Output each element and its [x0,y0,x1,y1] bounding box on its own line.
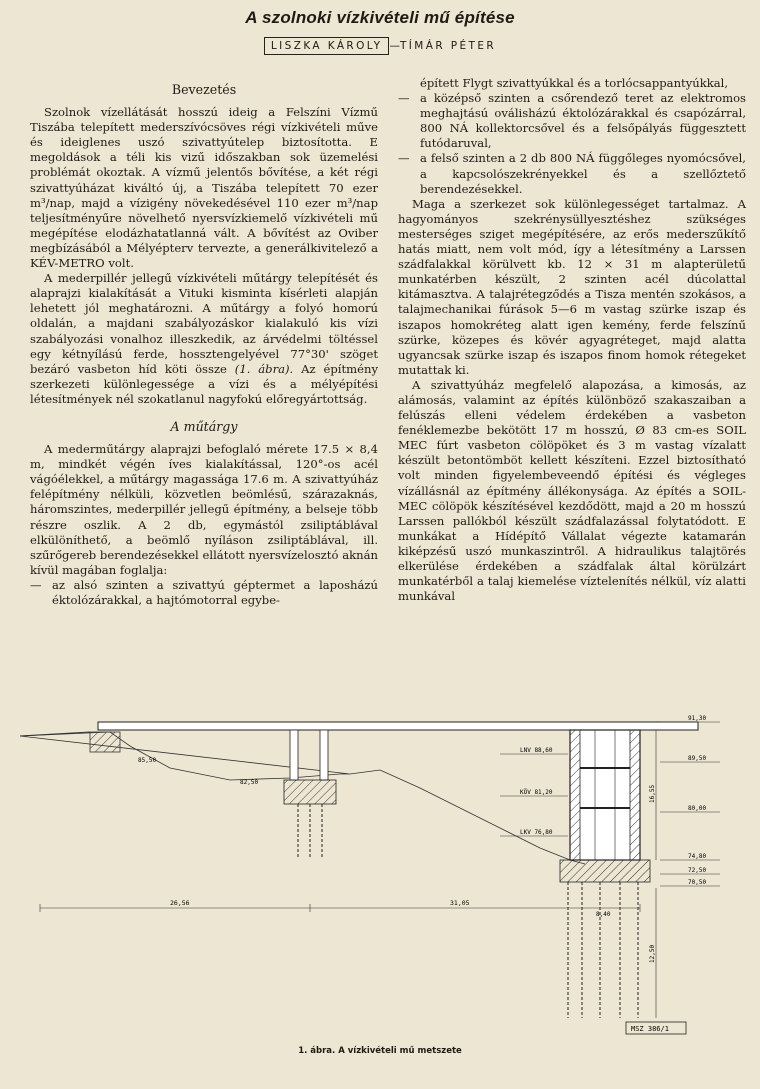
level-label: 70,50 [688,879,707,886]
paragraph-intro: Szolnok vízellátását hosszú ideig a Felszíni Vízmű Tiszába telepített mederszívócsöves régi vízkivételi műve és ideiglenes uszó szivattyútelep biztosította. E megoldások a téli kis vizű időszakban sok üzemelési problémát okoztak. A vízmű jelentős bővítése, a két régi szivattyúházat kiváltó új, a Tiszába telepített 70 ezer m³/nap, majd a vízigény növekedésével 110 ezer m³/nap teljesítményűre növelhető nyersvízkiemelő vízkivételi mű megépítése elodázhatatlanná vált. A bővítést az Oviber megbízásából a Mélyépterv tervezte, a generálkivitelező a KÉV-METRO volt. [30,105,378,271]
embankment [20,732,350,780]
water-label-lnv: LNV 88,60 [520,747,553,754]
dim-pile-length: 12,50 [649,944,656,963]
dim-span-left: 26,56 [170,899,190,907]
author-second: TÍMÁR PÉTER [399,40,497,52]
heading-structure: A műtárgy [170,418,238,434]
paragraph-pier-text: A mederpillér jellegű vízkivételi műtárgy telepítését és alaprajzi kialakítását a Vituki kisminta kísérleti alapján lehetett jól meghatározni. A műtárgy a folyó homorú oldalán, a majdani szabályozáskor kialakuló kis vízi szabályozási vonalhoz illeszkedik, az árvédelmi töltéssel egy kétnyílású ferde, hossztengelyével 77°30' szöget bezáró vasbeton híd köti össze [30,271,378,376]
list-text: a felső szinten a 2 db 800 NÁ függőleges nyomócsővel, a kapcsolószekrényekkel és a szellőztető berendezésekkel. [420,151,746,196]
water-label-lkv: LKV 76,80 [520,829,553,836]
level-label: 80,00 [688,805,707,812]
list-dash: — [398,151,410,166]
right-column [398,76,746,604]
bridge-deck [98,722,698,730]
pump-house [560,730,650,1018]
paragraph-structure: A mederműtárgy alaprajzi befoglaló mérete 17.5 × 8,4 m, mindkét végén íves kialakítással, 120°-os acél vágóélekkel, a műtárgy magassága 17.6 m. A szivattyúház felépítmény nélküli, közvetlen beömlésű, szárazaknás, háromszintes, mederpillér jellegű építmény, a belseje több részre oszlik. A 2 db, egymástól zsiliptáblával elkülöníthető, a beömlő nyíláson zsiliptáblával, ill. szűrőgereb berendezésekkel ellátott nyersvízelosztó aknán kívül magában foglalja: [30,442,378,577]
level-label: 85,50 [138,757,157,764]
authors-line [0,40,760,52]
stamp-text: MSZ 386/1 [631,1025,669,1033]
dim-height: 16,55 [649,784,656,803]
dim-span-right: 31,05 [450,899,470,907]
heading-introduction: Bevezetés [171,82,237,97]
dim-pier-width: 8,40 [596,911,611,918]
figure-caption: 1. ábra. A vízkivételi mű metszete [298,1046,462,1056]
level-label: 82,50 [240,779,259,786]
water-level-markers [500,747,568,836]
level-label: 89,50 [688,755,707,762]
water-label-kov: KÖV 81,20 [520,789,553,796]
level-label: 74,80 [688,853,707,860]
list-item-upper-level [398,151,746,196]
level-label: 72,50 [688,867,707,874]
level-label: 91,30 [688,715,707,722]
paragraph-specialities: Maga a szerkezet sok különlegességet tartalmaz. A hagyományos szekrénysüllyesztéshez szükséges mesterséges sziget megépítésére, az erős mederszűkítő hatás miatt, nem volt mód, így a létesítmény a Larssen szádfalakkal körülvett kb. 12 × 31 m alapterületű munkatérben készült, 2 szinten acél dúcolattal kitámasztva. A talajrétegződés a Tisza mentén szokásos, a talajmechanikai fúrások 5—6 m vastag szürke iszap és iszapos homokréteg alatt igen kemény, ferde felszínű szürke, közepes és kövér agyagréteget, majd alatta ugyancsak szürke iszap és iszapos finom homok rétegeket mutattak ki. [398,196,746,377]
author-separator: — [389,40,400,52]
elevation-labels-right [660,715,720,886]
list-dash: — [30,577,42,592]
paragraph-foundation: A szivattyúház megfelelő alapozása, a kimosás, az alámosás, valamint az építés különböző szakaszaiban a felúszás elleni védelem érdekében a vasbeton fenéklemezbe bekötött 17 m hosszú, Ø 83 cm-es SOIL MEC fúrt vasbeton cölöpöket és 3 m vastag vízalatt készült betontömböt kellett készíteni. Ezzel biztosítható volt minden figyelembeveendő építési és végleges vízállásnál az építmény állékonysága. Az építés a SOIL-MEC cölöpök készítésével kezdődött, majd a 20 m hosszú Larssen pallókból készült szádfalazással folytatódott. E munkákat a Hídépítő Vállalat végezte katamarán kiképzésű uszó munkaszintről. A hidraulikus talajtörés elkerülése érdekében a szádfalak által körülzárt munkatérből a talaj kiemelése víztelenítés nélkül, víz alatti munkával [398,377,746,604]
list-item-middle-level [398,91,746,151]
bridge-pier [284,730,336,858]
riverbed-profile [350,770,585,864]
drawing-stamp [626,1022,686,1034]
list-text: az alsó szinten a szivattyú géptermet a laposházú éktolózárakkal, a hajtómotorral egybe- [52,577,378,607]
cross-section-drawing [20,708,740,1038]
left-column [30,76,378,608]
figure-reference: (1. ábra). [234,361,294,376]
author-first: LISZKA KÁROLY [264,37,390,55]
list-dash: — [398,91,410,106]
paragraph-pier-end: Az építmény szerkezeti különlegessége a vízi és a mélyépítési létesítmények nél szokatlanul nagyfokú előregyártottság. [30,361,378,406]
page-title: A szolnoki vízkivételi mű építése [245,8,515,27]
paragraph-pier [30,271,378,407]
list-text: a középső szinten a csőrendező teret az elektromos meghajtású oválisházú éktolózárakkal és csapózárral, 800 NÁ kollektorcsővel és a felsőpályás függesztett futódaruval, [420,91,746,151]
list-item-lower-level [30,578,378,608]
list-continuation: épített Flygt szivattyúkkal és a torlócsappantyúkkal, [420,76,729,90]
